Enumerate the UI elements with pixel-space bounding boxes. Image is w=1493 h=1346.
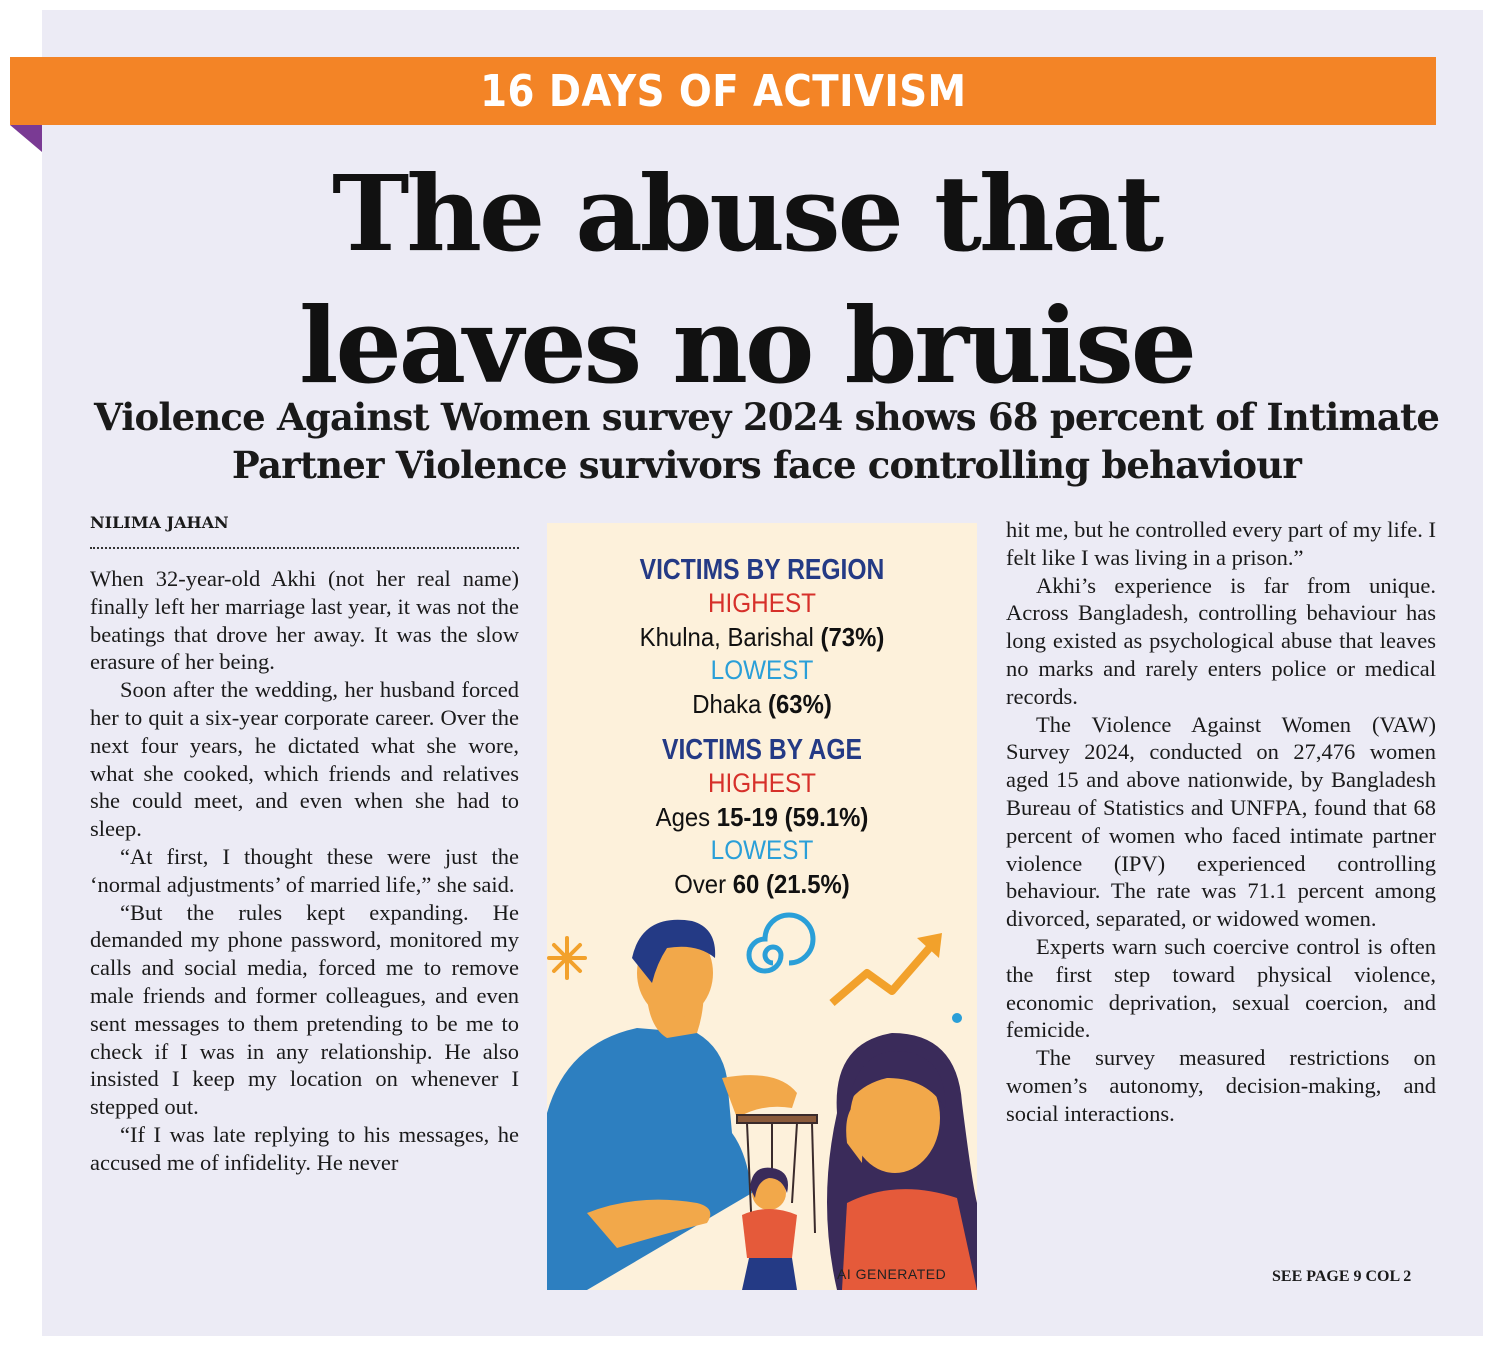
subheadline	[70, 393, 1463, 489]
region-highest-label: HIGHEST	[707, 588, 816, 618]
paragraph: Experts warn such coercive control is often the first step toward physical violence, economic deprivation, sexual coercion, and femicide.	[1006, 933, 1436, 1043]
region-highest-value: Khulna, Barishal (73%)	[639, 622, 885, 652]
age-lowest-label: LOWEST	[710, 835, 814, 865]
paragraph: The Violence Against Women (VAW) Survey 2024, conducted on 27,476 women aged 15 and above nationwide, by Bangladesh Bureau of Statistics and UNFPA, found that 68 percent of women who faced intimate partner violence (IPV) experienced controlling behaviour. The rate was 71.1 percent among divorced, separated, or widowed women.	[1006, 711, 1436, 932]
subhead-line-2: Partner Violence survivors face controlling behaviour	[231, 443, 1302, 487]
trend-arrow-icon	[832, 945, 932, 1003]
puppet-control-illustration	[547, 903, 977, 1290]
paragraph: When 32-year-old Akhi (not her real name) finally left her marriage last year, it was not the beatings that drove her away. It was the slow erasure of her being.	[90, 566, 519, 675]
subhead-line-1: Violence Against Women survey 2024 shows 68 percent of Intimate	[93, 395, 1440, 439]
paragraph: The survey measured restrictions on women’s autonomy, decision-making, and social interactions.	[1006, 1045, 1436, 1126]
age-title: VICTIMS BY AGE	[662, 734, 862, 766]
spiral-icon	[749, 915, 813, 971]
continuation-note: SEE PAGE 9 COL 2	[1272, 1268, 1412, 1285]
paragraph: Soon after the wedding, her husband forced her to quit a six-year corporate career. Over the next four years, he dictated what she wore, what she cooked, which friends and relatives she could meet, and even when she had to sleep.	[90, 677, 519, 842]
paragraph: “If I was late replying to his messages, he accused me of infidelity. He never	[90, 1121, 519, 1175]
headline-line-2: leaves no bruise	[299, 284, 1194, 407]
section-banner	[10, 57, 1436, 125]
paragraph: hit me, but he controlled every part of my life. I felt like I was living in a prison.”	[1006, 517, 1436, 570]
region-lowest-value: Dhaka (63%)	[692, 689, 832, 719]
infographic-stats	[547, 553, 977, 901]
banner-label: 16 DAYS OF ACTIVISM	[479, 65, 967, 117]
byline-divider	[90, 547, 519, 549]
headline-line-1: The abuse that	[331, 152, 1162, 275]
age-lowest-value: Over 60 (21.5%)	[674, 869, 850, 899]
puppet-woman-figure	[742, 1168, 797, 1290]
age-highest-label: HIGHEST	[707, 768, 816, 798]
article-column-1	[90, 565, 519, 1177]
region-lowest-label: LOWEST	[710, 655, 814, 685]
paragraph: “At first, I thought these were just the ‘normal adjustments’ of married life,” she said.	[90, 843, 519, 897]
headline	[0, 148, 1493, 412]
ai-generated-label: AI GENERATED	[837, 1266, 947, 1282]
distressed-woman-figure	[827, 1033, 977, 1290]
byline: NILIMA JAHAN	[90, 513, 229, 532]
region-title: VICTIMS BY REGION	[639, 554, 885, 586]
age-highest-value: Ages 15-19 (59.1%)	[655, 802, 869, 832]
paragraph: Akhi’s experience is far from unique. Across Bangladesh, controlling behaviour has long existed as psychological abuse that leaves no marks and rarely enters police or medical records.	[1006, 572, 1436, 709]
spark-icon	[549, 938, 585, 978]
article-column-3	[1006, 516, 1436, 1128]
paragraph: “But the rules kept expanding. He demanded my phone password, monitored my calls and social media, forced me to remove male friends and former colleagues, and even sent messages to them pretending to be me to check if I was in any relationship. He also insisted I keep my location on whenever I stepped out.	[90, 899, 519, 1120]
infographic	[547, 523, 977, 1290]
